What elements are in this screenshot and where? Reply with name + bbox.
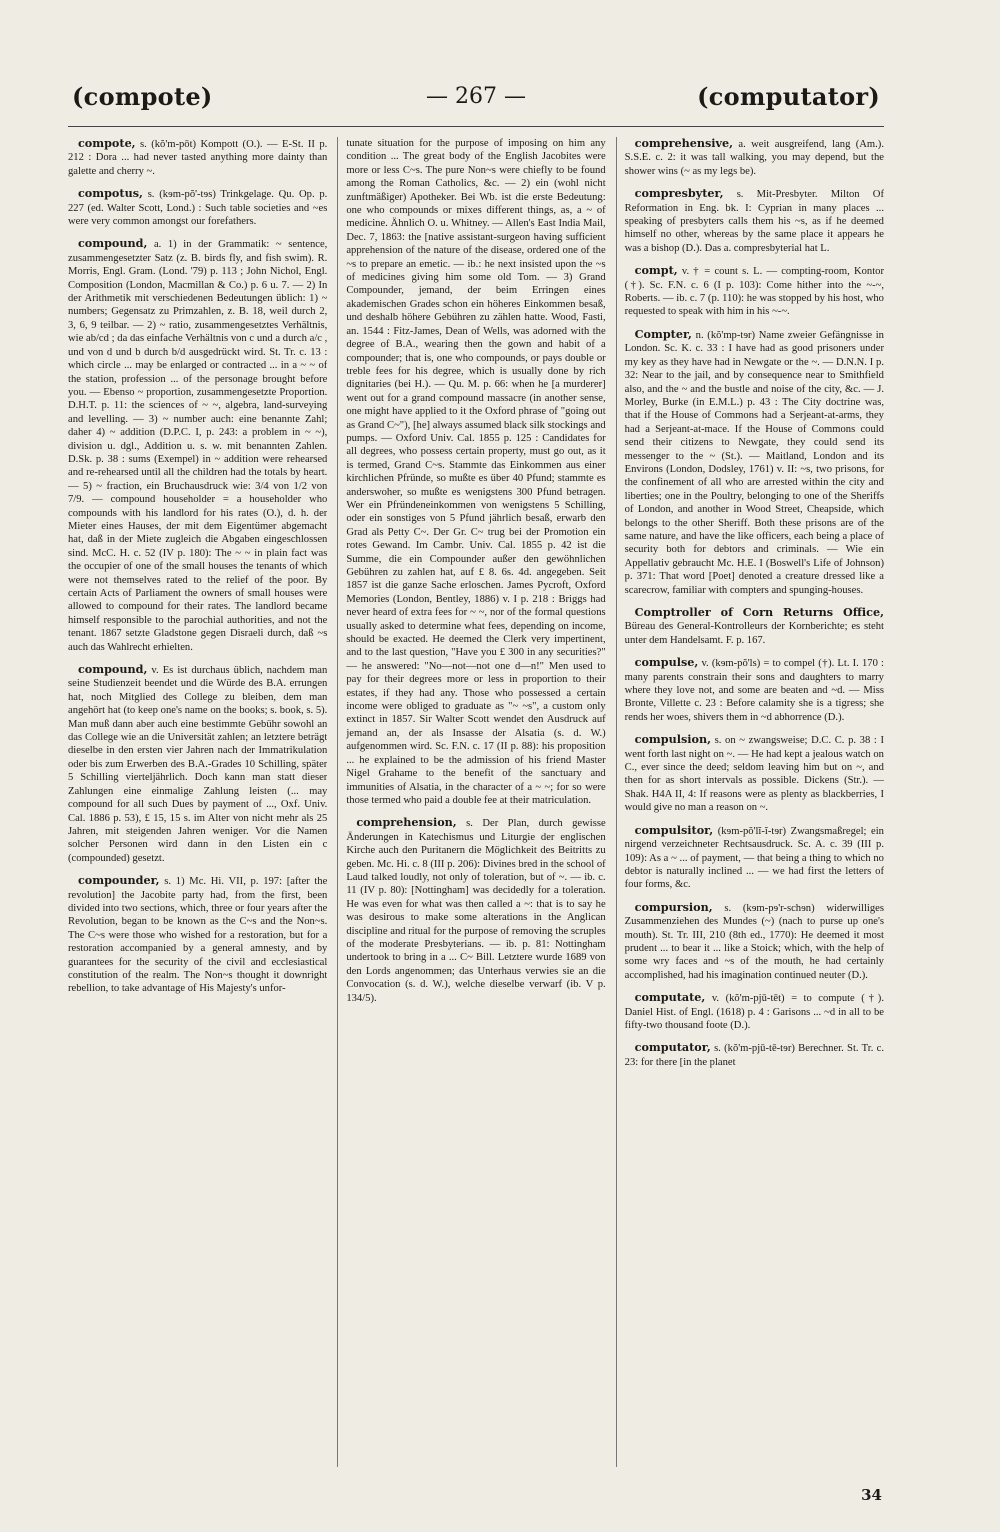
entry-headword: compote,: [78, 137, 136, 150]
dictionary-entry: [68, 874, 327, 996]
text-columns: [68, 137, 884, 1467]
header-left-guideword: (compote): [72, 82, 213, 111]
entry-text: v. † = count s. L. — compting-room, Kontor (†). Sc. F.N. c. 6 (I p. 103): Come hither into the ~-~, Roberts. — ib. c. 7 (p. 110): he was stopped by his host, who requested to speak with him in his ~-~.: [624, 266, 884, 318]
dictionary-entry: [625, 901, 884, 982]
dictionary-entry: [625, 328, 884, 597]
entry-text: v. (kɘm-pŏ'ls) = to compel (†). Lt. I. 170 : many parents constrain their sons and daughters to marry where they love not, and some are beaten and ~d. — Miss Bronte, Villette c. 23 : Before calamity she is a tigress; she rends her woes, shivers them in ~d abhorrence (D.).: [624, 658, 884, 723]
dictionary-entry: [625, 733, 884, 814]
header-right-guideword: (computator): [697, 82, 880, 111]
entry-headword: compulse,: [634, 655, 699, 670]
entry-text: s. Mit-Presbyter. Milton Of Reformation in Eng. bk. I: Cyprian in many places ... speaking of presbyters calls them his ~s, as if he deemed himself no other, whereas by the same place it appears he was a bishop (D.). Das a. compresbyterial hat L.: [624, 189, 884, 254]
entry-text: v. (kŏ'm-pjū-tēt) = to compute (†). Daniel Hist. of Engl. (1618) p. 4 : Garisons ... ~d in all to be fifty-two thousand foote (D.).: [624, 993, 884, 1031]
entry-text: s. (kŏ'm-pjū-tē-tɘr) Berechner. St. Tr. c. 23: for there [in the planet: [624, 1043, 884, 1068]
entry-headword: compulsion,: [634, 732, 712, 747]
entry-headword: compotus,: [78, 186, 143, 201]
entry-text: Büreau des General-Kontrolleurs der Kornberichte; es steht unter dem Handelsamt. F. p. 167.: [624, 621, 884, 646]
entry-text: n. (kŏ'mp-tɘr) Name zweier Gefängnisse in London. Sc. K. c. 33 : I have had as good prisoners under my key as they have had in Newgate or the ~. — D.N.N. I p. 32: Near to the jail, and by consequence near to Smithfield also, and the ~ and the bustle and noise of the city, &c. — J. Morley, Burke (in E.M.L.) p. 43 : The City doctrine was, that if the House of Commons had a Serjeant-at-arms, they had a Serjeant-at-mace. If the House of Commons could send their citizens to Newgate, they could send its messenger to the ~ (St.). — Maitland, London and its Environs (London, Dodsley, 1761) v. II: ~s, two prisons, for the confinement of all who are arrested within the city and liberties; one in the Poultry, belonging to one of the Sheriffs of London, and another in Wood Street, Cheapside, which belongs to the other Sheriff. Both these prisons are of the same nature, and have the like officers, each being a place of security both for debtors and criminals. — Wie ein Appellativ gebraucht Mc. H.E. I (Boswell's Life of Johnson) p. 371: That word [Poet] denoted a creature dressed like a scarecrow, familiar with compters and spunging-houses.: [624, 329, 884, 596]
entry-headword: computate,: [634, 990, 706, 1005]
entry-headword: compulsitor,: [634, 822, 714, 837]
entry-text: s. Der Plan, durch gewisse Änderungen in Katechismus und Liturgie der englischen Kirche auch den Puritanern die Möglichkeit des Beitritts zu geben. Mc. Hi. c. 8 (III p. 206): Divines bred in the school of Laud talked loudly, not only of toleration, but of ~. — ib. c. 11 (IV p. 80): [Nottingham] was decidedly for a toleration. He was even for what was then called a ~: that is to say he was desirous to make some alterations in the Anglican discipline and ritual for the purpose of removing the scruples of the moderate Presbyterians. — ib. p. 81: Nottingham undertook to bring in a ... C~ Bill. Letztere wurde 1689 von den Lords angenommen; das Unterhaus verwies sie an die Convocation (s. d. W.), welche dieselbe verwarf (ib. V p. 134/5).: [346, 818, 606, 1004]
entry-text: (kɘm-pŏ'lĭ-ĭ-tɘr) Zwangsmaßregel; ein nirgend verzeichneter Rechtsausdruck. Sc. A. c. 39 (III p. 109): As a ~ ... of payment, — that being a thing to which no debtor is naturally inclined ... — we had first the letters of four forms, &c.: [624, 825, 884, 891]
dictionary-entry: [625, 991, 884, 1032]
entry-headword: compound,: [78, 236, 148, 251]
entry-text: a. weit ausgreifend, lang (Am.). S.S.E. c. 2: it was tall walking, you may depend, but the shower wins (~ as my legs be).: [624, 139, 884, 177]
signature-mark: 34: [861, 1486, 882, 1504]
entry-text: s. (kŏ'm-pōt) Kompott (O.). — E-St. II p. 212 : Dora ... had never tasted anything more dainty than galette and cherry ~.: [68, 139, 328, 177]
entry-text: tunate situation for the purpose of imposing on him any condition ... The great body of the English Jacobites were more or less C~s. The pure Non~s were chiefly to be found among the Roman Catholics, &c. — 2) ein (wohl nicht zunftmäßiger) Apotheker. Bei Wb. ist die erste Bedeutung: one who compounds or mixes different things, as, a ~ of medicine. Ähnlich O. u. Whitney. — Allen's East India Mail, Dec. 7, 1863: the [native assistant-surgeon having sufficient apprehension of the nature of the disease, ordered one of the ~s to prepare an emetic. — ib.: he next insisted upon the ~s of medicines giving him some old Tom. — 3) Grand Compounder, jemand, der beim Erringen eines akademischen Grades schon ein höheres Einkommen besaß, und deshalb höhere Gebühren zu zählen hatte. Wood, Fasti, an. 1544 : Fitz-James, Dean of Wells, was adorned with the degree of B.A., wearing then the gown and habit of a compounder; that is, one who compounds, or pays double or treble fees for his degree, which is usually done by rich dignitaries (bei H.). — Qu. M. p. 66: when he [a murderer] went out for a grand compound massacre (in another sense, one might have applied to it the Oxford phrase of "going out as Grand C~"), [he] always assumed black silk stockings and pumps. — Oxford Univ. Cal. 1855 p. 125 : Candidates for all degrees, who possess certain property, must go out, as it is termed, Grand C~s. Stammte das Einkommen aus einer kirchlichen Pfründe, so mußte es über 40 Pfund; stammte es anderswoher, so mußte es wenigstens 300 Pfund betragen. Wer ein Pfründeneinkommen von wenigstens 5 Schilling, oder ein sonstiges von 5 Pfund jährlich besaß, erwarb den Grad als Petty C~. Der Gr. C~ trug bei der Promotion ein rotes Gewand. Im Cambr. Univ. Cal. 1855 p. 42 ist die Summe, die ein Compounder außer den gewöhnlichen Gebühren zu zahlen hat, auf £ 8. 6s. 4d. angegeben. Seit 1857 ist die ganze Sache erloschen. James Pycroft, Oxford Memories (London, Bentley, 1886) v. I p. 218 : Briggs had never heard of extra fees for ~ ~, nor of the formal questions usually asked to determine what fees, depending on income, should be exacted. He deemed the Clerk very impertinent, and to the last question, "Have you £ 300 in any securities?" — he answered: "No—not—not one d—n!" Men used to pay for their degrees more or less in proportion to their estates, if they had any. Those who possessed a certain income were obliged to graduate as "~ ~s", a custom only extinct in 1857. Sir Walter Scott wendet den Ausdruck auf jemand an, der als Insasse der Alsatia (s. d. W.) aufgenommen wird. Sc. F.N. c. 17 (II p. 88): his proposition ... he explained to be the admission of his friend Master Nigel Grahame to the benefit of the sanctuary and immunities of Alsatia, in the character of a ~ ~; for so were those termed who paid a double fee at their matriculation.: [346, 138, 606, 806]
entry-headword: comprehensive,: [634, 137, 734, 150]
dictionary-entry: [625, 137, 884, 178]
entry-headword: compounder,: [78, 873, 160, 888]
dictionary-entry: [625, 606, 884, 647]
dictionary-entry: [625, 187, 884, 255]
entry-headword: compresbyter,: [634, 186, 724, 201]
dictionary-entry: [625, 264, 884, 319]
column-2: [337, 137, 605, 1467]
entry-headword: comprehension,: [356, 815, 457, 830]
dictionary-entry: [68, 237, 327, 654]
entry-headword: compt,: [634, 263, 678, 278]
dictionary-entry: [625, 656, 884, 724]
dictionary-entry: [68, 663, 327, 865]
entry-text: s. (kɘm-pŏ'-tɘs) Trinkgelage. Qu. Op. p. 227 (ed. Walter Scott, Lond.) : Such table societies and ~es were very common amongst our forefathers.: [68, 189, 328, 228]
entry-text: s. on ~ zwangsweise; D.C. C. p. 38 : I went forth last night on ~. — He had kept a jealous watch on C., ever since the deed; seldom leaving him but on ~, and then for as short intervals as possible. Dickens (Str.). — Shak. H4A II, 4: If reasons were as plenty as blackberries, I would give no man a reason on ~.: [624, 735, 884, 814]
dictionary-entry: [68, 137, 327, 178]
dictionary-entry: [625, 1041, 884, 1069]
entry-text: s. (kɘm-pɘ'r-schɘn) widerwilliges Zusammenziehen des Mundes (~) (nach to purse up one's mouth). St. Tr. III, 210 (8th ed., 1770): He deemed it most prudent ... to bear it ... like a Stoick; which, with the help of some wry faces and ~s of the mouth, he had certainly accomplished, had his imagination continued neuter (D.).: [624, 902, 884, 981]
dictionary-entry: [625, 824, 884, 892]
entry-headword: Comptroller of Corn Returns Office,: [634, 605, 884, 619]
column-3: [616, 137, 884, 1467]
entry-text: v. Es ist durchaus üblich, nachdem man seine Studienzeit beendet und die Würde des B.A. errungen hat, noch Mitglied des College zu bleiben, dem man angehört hat (to keep one's name on the books; s. book, s. 5). Man muß dann aber auch eine bestimmte Gebühr sowohl an das College wie an die Universität zahlen; an letztere beträgt dieselbe in den ersten vier Jahren nach der Immatrikulation oder bis zum Erwerben des B.A.-Grades 10 Schilling, später 5 Schilling vierteljährlich. Doch kann man statt dieser Zahlungen eine einmalige Zahlung leisten (... may compound for all such Dues by payment of ..., Oxf. Univ. Cal. 1886 p. 53), £ 15, 15 s. im Alter von nicht mehr als 25 Jahren, mit steigenden Jahren weniger. Vor die Namen solcher Personen wird dann in den Listen ein c (compounded) gesetzt.: [68, 665, 328, 864]
entry-headword: compound,: [78, 662, 148, 677]
entry-headword: computator,: [634, 1040, 711, 1055]
entry-headword: compursion,: [634, 899, 713, 914]
dictionary-entry: [346, 816, 605, 1005]
dictionary-entry: [346, 137, 605, 807]
dictionary-entry: [68, 187, 327, 228]
page-header: [68, 78, 884, 127]
column-1: [68, 137, 327, 1467]
page-number: — 267 —: [426, 84, 526, 109]
entry-text: s. 1) Mc. Hi. VII, p. 197: [after the revolution] the Jacobite party had, from the first, been divided into two sections, which, three or four years after the Revolution, began to be known as the C~s and the Non~s. The C~s were those who wished for a restoration, but for a restoration accompanied by a general amnesty, and by guarantees for the security of the civil and ecclesiastical constitution of the realm. The Non~s thought it downright rebellion, to take advantage of His Majesty's unfor-: [68, 876, 328, 995]
entry-headword: Compter,: [634, 326, 692, 341]
entry-text: a. 1) in der Grammatik: ~ sentence, zusammengesetzter Satz (z. B. birds fly, and fish swim). R. Morris, Engl. Gram. (Lond. '79) p. 113 ; John Nichol, Engl. Composition (London, Macmillan & Co.) p. 6 u. 7. — 2) In der Arithmetik mit verschiedenen Bedeutungen üblich: 1) ~ numbers; Gegensatz zu Primzahlen, z. B. 18, weil durch 2, 3, 6, 9 teilbar. — 2) ~ ratio, zusammengesetztes Verhältnis, wie ab/cd ; da das einfache Verhältnis von c und a durch a/c , und von d und b durch b/d ausgedrückt wird. St. Tr. c. 13 : which circle ... may be enlarged or contracted ... in a ~ ~ of the station, profession ... of the personage brought before you. — Ebenso ~ proportion, zusammengesetzte Proportion. D.H.T. p. 11: the sciences of ~ ~, algebra, land-surveying and levelling. — 3) ~ number auch: eine benannte Zahl; daher 4) ~ addition (D.P.C. I, p. 243: a problem in ~ ~), division u. dgl., Addition u. s. w. mit benannten Zahlen. D.Sk. p. 38 : sums (Exempel) in ~ addition were rehearsed and re-rehearsed until all the children had the totals by heart. — 5) ~ fraction, ein Bruchausdruck wie: 3/4 von 1/2 von 7/9. — compound householder = a householder who compounds with his landlord for his rates (O.), d. h. der Mieter eines Hauses, der mit dem Eigentümer abgemacht hat, daß in der Miete zugleich die Abgaben eingeschlossen sind. McC. H. c. 52 (IV p. 180): The ~ ~ in plain fact was the occupier of one of the small houses the tenants of which were not themselves rated to the relief of the poor. By certain Acts of Parliament the owners of small houses were allowed to compound for their rates. The landlord became himself responsible to the parochial authorities, and not the tenant. 1867 setzte Gladstone gegen Disraeli durch, daß ~s auch das Wahlrecht erhielten.: [68, 239, 328, 653]
